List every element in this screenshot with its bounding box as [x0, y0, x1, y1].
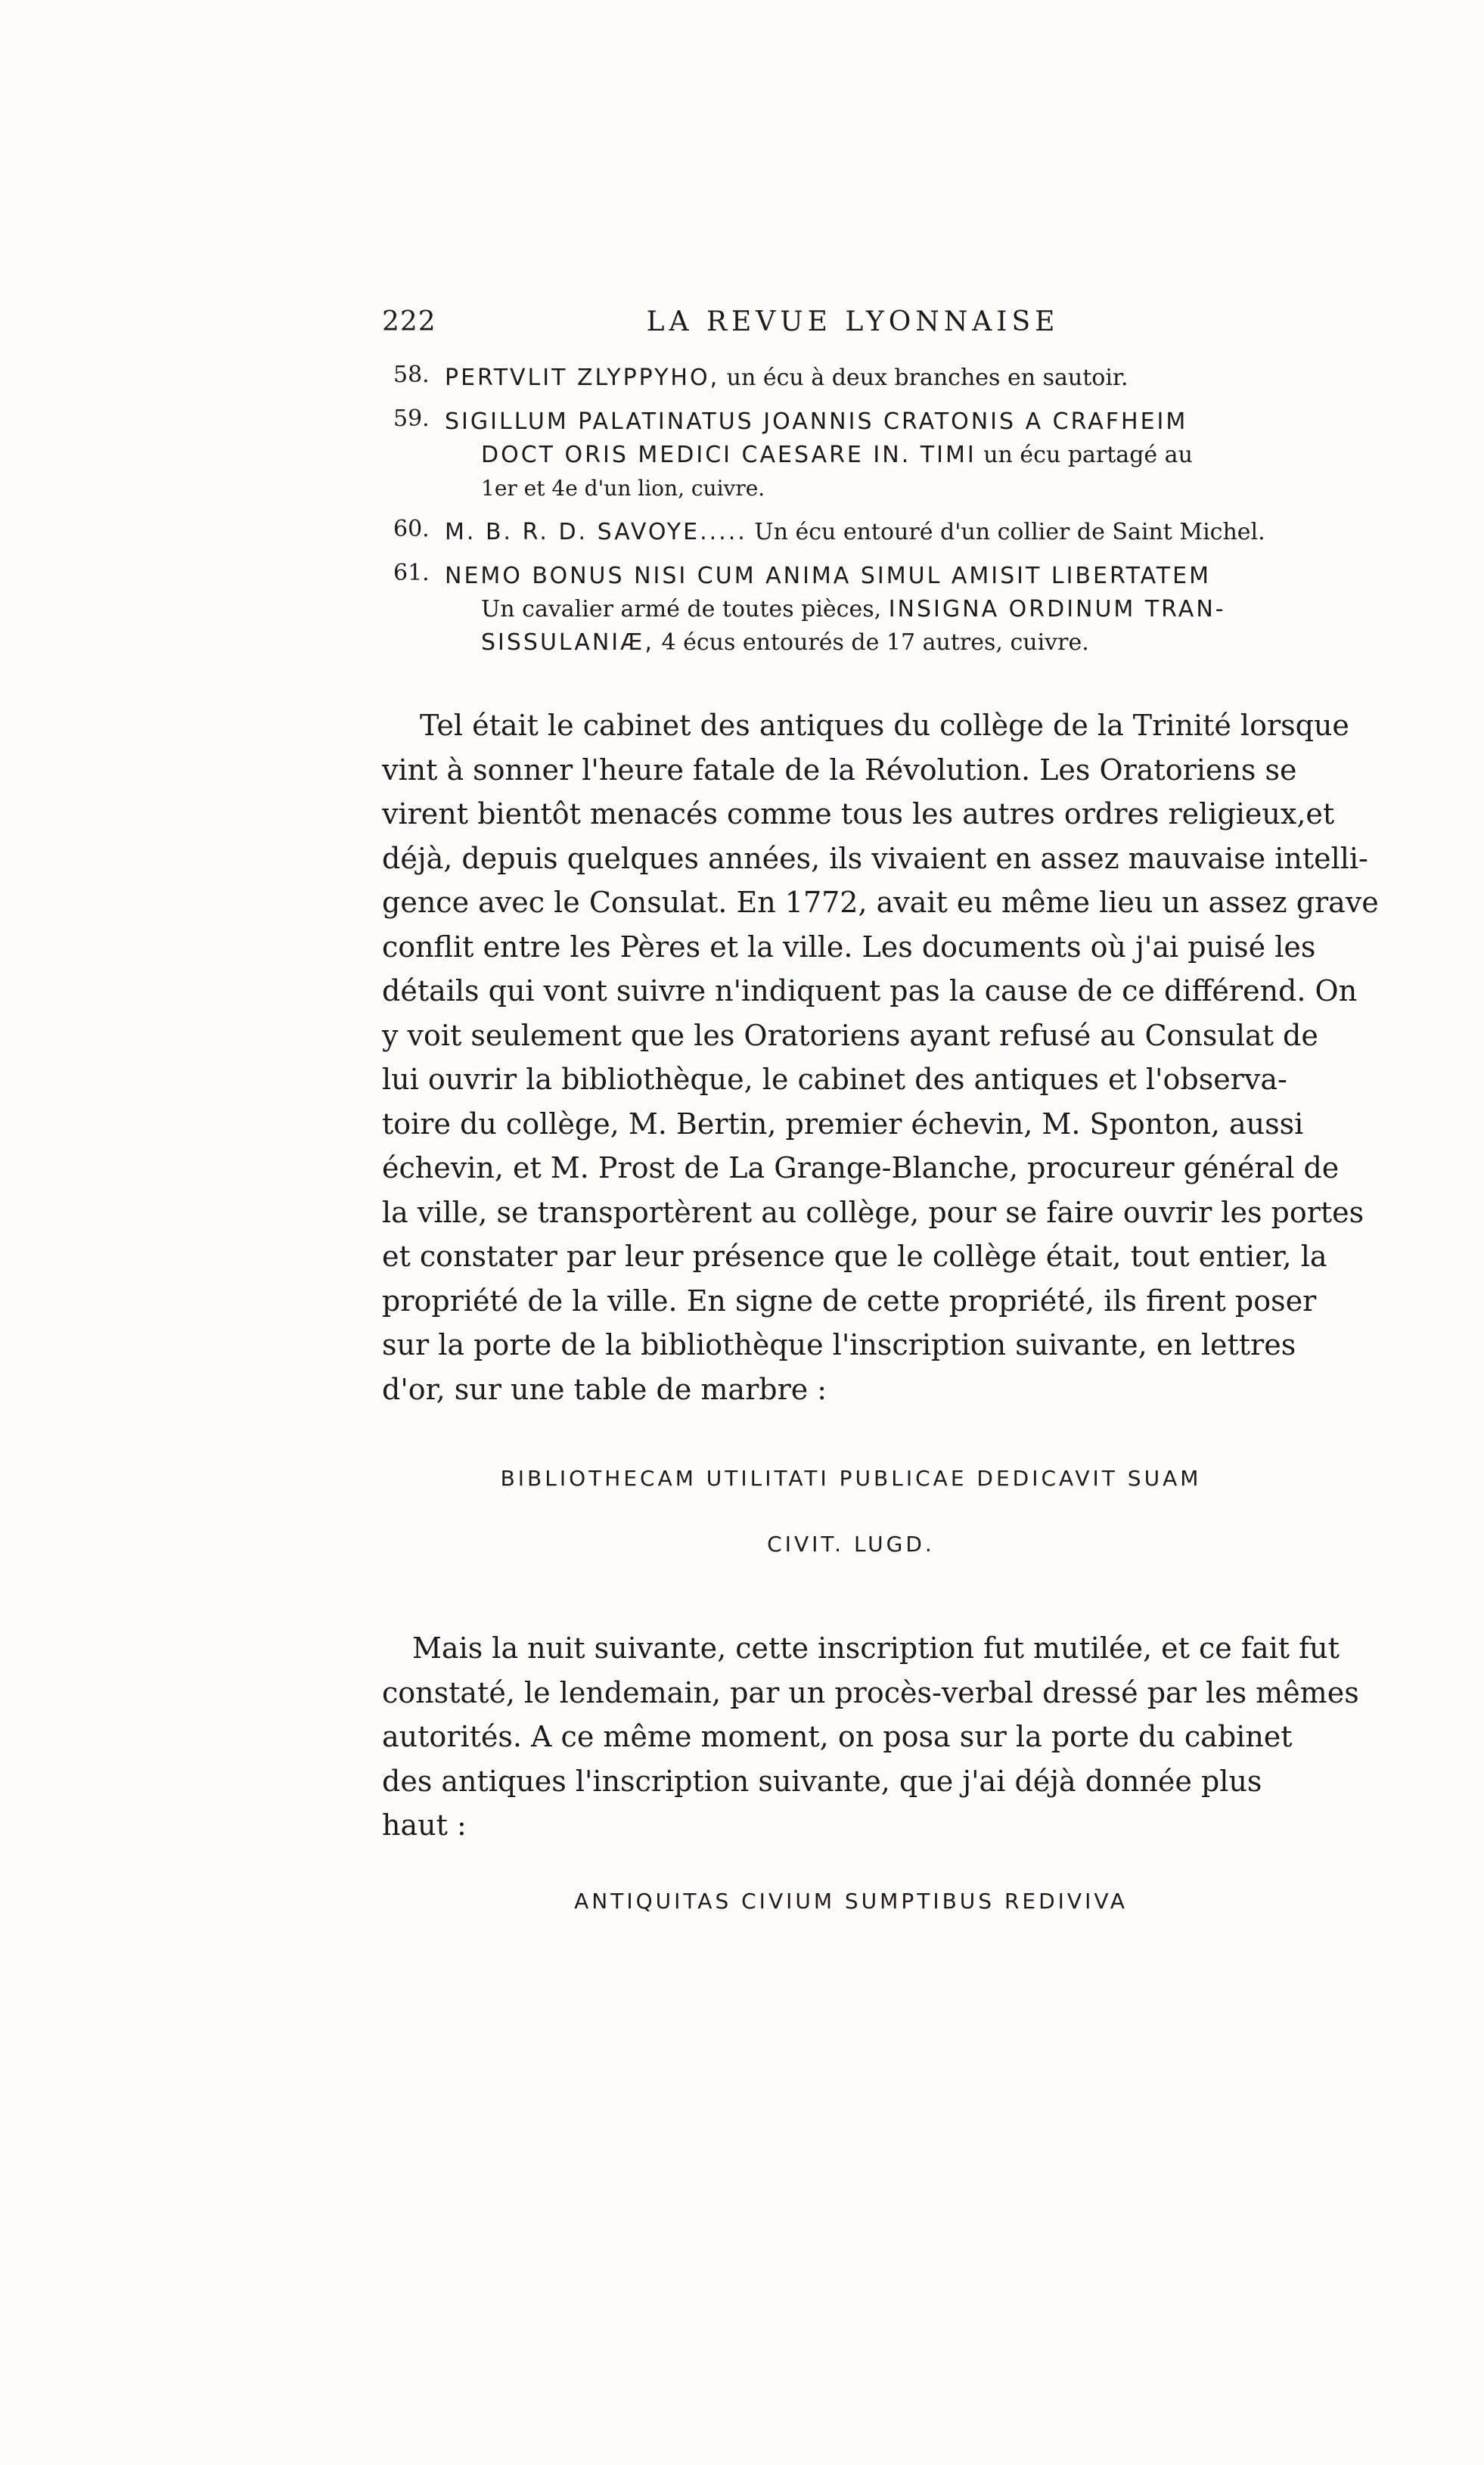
entry-line	[445, 593, 1324, 626]
text-line: conflit entre les Pères et la ville. Les documents où j'ai puisé les	[382, 930, 1316, 964]
entry-number: 61.	[393, 560, 430, 586]
text-line: Tel était le cabinet des antiques du collège de la Trinité lorsque	[420, 709, 1349, 742]
entry-legend: SISSULANIÆ,	[481, 629, 654, 656]
entry-description: 4 écus entourés de 17 autres, cuivre.	[654, 629, 1089, 656]
entry-legend: INSIGNA ORDINUM TRAN-	[888, 596, 1226, 622]
journal-title: LA REVUE LYONNAISE	[646, 306, 1060, 337]
catalogue-entries	[378, 362, 1324, 670]
text-line: autorités. A ce même moment, on posa sur la porte du cabinet	[382, 1720, 1293, 1753]
catalogue-entry	[378, 405, 1324, 505]
entry-line	[445, 439, 1324, 472]
inscription-antiquities: ANTIQUITAS CIVIUM SUMPTIBUS REDIVIVA	[574, 1889, 1128, 1914]
text-line: propriété de la ville. En signe de cette propriété, ils firent poser	[382, 1284, 1317, 1318]
entry-description: un écu à deux branches en sautoir.	[719, 365, 1129, 391]
entry-legend: PERTVLIT ZLYPPYHO,	[445, 365, 720, 391]
text-line: gence avec le Consulat. En 1772, avait eu même lieu un assez grave	[382, 886, 1379, 919]
entry-line	[445, 626, 1324, 660]
page-number: 222	[382, 306, 436, 337]
paragraph-revolution	[382, 703, 1379, 1411]
entry-number: 60.	[393, 516, 430, 542]
entry-description: Un cavalier armé de toutes pièces,	[481, 596, 889, 622]
entry-line	[445, 560, 1324, 593]
text-line: virent bientôt menacés comme tous les autres ordres religieux,et	[382, 797, 1335, 830]
text-line: constaté, le lendemain, par un procès-verbal dressé par les mêmes	[382, 1675, 1359, 1709]
entry-legend: DOCT ORIS MEDICI CAESARE IN. TIMI	[481, 442, 976, 468]
text-line: la ville, se transportèrent au collège, pour se faire ouvrir les portes	[382, 1195, 1364, 1229]
text-line: haut :	[382, 1808, 467, 1842]
inscription-library-line2: CIVIT. LUGD.	[767, 1532, 935, 1557]
text-line: Mais la nuit suivante, cette inscription fut mutilée, et ce fait fut	[412, 1631, 1340, 1665]
running-head	[382, 306, 1324, 352]
catalogue-entry	[378, 560, 1324, 660]
text-line: d'or, sur une table de marbre :	[382, 1372, 827, 1406]
text-line: toire du collège, M. Bertin, premier échevin, M. Sponton, aussi	[382, 1107, 1304, 1141]
entry-description: un écu partagé au	[976, 442, 1193, 468]
text-line: et constater par leur présence que le collège était, tout entier, la	[382, 1240, 1327, 1273]
text-line: des antiques l'inscription suivante, que j'ai déjà donnée plus	[382, 1764, 1262, 1798]
inscription-library-line1: BIBLIOTHECAM UTILITATI PUBLICAE DEDICAVIT SUAM	[500, 1466, 1202, 1491]
paragraph-mutilation	[382, 1626, 1359, 1848]
entry-line	[445, 362, 1324, 395]
entry-description: 1er et 4e d'un lion, cuivre.	[481, 476, 765, 501]
text-line: sur la porte de la bibliothèque l'inscription suivante, en lettres	[382, 1328, 1296, 1361]
entry-legend: SIGILLUM PALATINATUS JOANNIS CRATONIS A CRAFHEIM	[445, 408, 1188, 435]
entry-description: Un écu entouré d'un collier de Saint Michel.	[747, 519, 1265, 545]
entry-line	[445, 516, 1324, 549]
entry-line	[445, 472, 1324, 505]
text-line: y voit seulement que les Oratoriens ayant refusé au Consulat de	[382, 1018, 1318, 1052]
entry-legend: NEMO BONUS NISI CUM ANIMA SIMUL AMISIT LIBERTATEM	[445, 563, 1211, 589]
entry-number: 59.	[393, 405, 430, 432]
text-line: lui ouvrir la bibliothèque, le cabinet des antiques et l'observa-	[382, 1063, 1287, 1096]
text-line: déjà, depuis quelques années, ils vivaient en assez mauvaise intelli-	[382, 841, 1368, 875]
catalogue-entry	[378, 516, 1324, 549]
catalogue-entry	[378, 362, 1324, 395]
entry-number: 58.	[393, 362, 430, 388]
entry-line	[445, 405, 1324, 439]
text-line: échevin, et M. Prost de La Grange-Blanche, procureur général de	[382, 1151, 1340, 1184]
entry-legend: M. B. R. D. SAVOYE.....	[445, 519, 747, 545]
text-line: détails qui vont suivre n'indiquent pas la cause de ce différend. On	[382, 974, 1358, 1007]
text-line: vint à sonner l'heure fatale de la Révolution. Les Oratoriens se	[382, 753, 1297, 787]
